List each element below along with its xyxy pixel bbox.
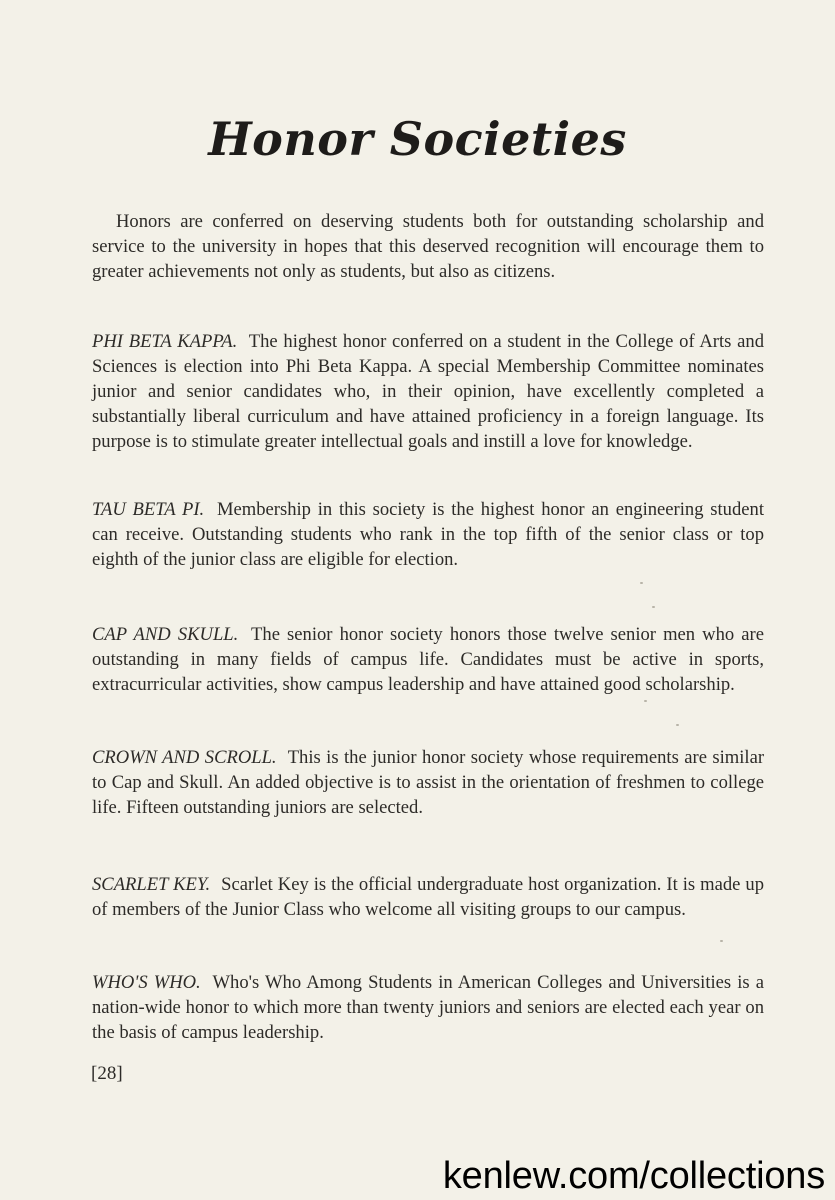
section-label: CROWN AND SCROLL. [92,747,277,768]
section-whos-who [92,970,764,1045]
paper-speck [652,606,655,608]
section-text: The senior honor society honors those twelve senior men who are outstanding in many fields of campus life. Candidates must be active in sports, extracurricular activities, show campus leadership and have attained good scholarship. [92,624,764,695]
section-text: Scarlet Key is the official undergraduate host organization. It is made up of members of the Junior Class who welcome all visiting groups to our campus. [92,874,764,920]
paper-speck [720,940,723,942]
section-label: PHI BETA KAPPA. [92,331,238,352]
paper-speck [644,700,647,702]
section-text: The highest honor conferred on a student in the College of Arts and Sciences is election into Phi Beta Kappa. A special Membership Committee nominates junior and senior candidates who, in their opinion, have excellently completed a substantially liberal curriculum and have attained proficiency in a foreign language. Its purpose is to stimulate greater intellectual goals and instill a love for knowledge. [92,331,765,452]
section-text: Membership in this society is the highest honor an engineering student can receive. Outstanding students who rank in the top fifth of the senior class or top eighth of the junior class are eligible for election. [92,499,764,570]
section-text: This is the junior honor society whose requirements are similar to Cap and Skull. An added objective is to assist in the orientation of freshmen to college life. Fifteen outstanding juniors are selected. [92,747,765,818]
section-cap-and-skull [92,622,764,697]
page-number: [28] [91,1063,123,1084]
section-label: TAU BETA PI. [92,499,205,520]
section-phi-beta-kappa [92,329,764,454]
watermark-text: kenlew.com/collections [442,1155,825,1197]
section-text: Who's Who Among Students in American Colleges and Universities is a nation-wide honor to which more than twenty juniors and seniors are elected each year on the basis of campus leadership. [92,972,764,1043]
section-label: WHO'S WHO. [92,972,201,993]
page-title: Honor Societies [208,112,627,166]
section-scarlet-key [92,872,764,922]
section-tau-beta-pi [92,497,764,572]
paper-speck [676,724,679,726]
section-label: CAP AND SKULL. [92,624,239,645]
section-crown-and-scroll [92,745,764,820]
section-label: SCARLET KEY. [92,874,211,895]
paper-speck [640,582,643,584]
intro-paragraph: Honors are conferred on deserving students both for outstanding scholarship and service to the university in hopes that this deserved recognition will encourage them to greater achievements not only as students, but also as citizens. [92,211,764,282]
